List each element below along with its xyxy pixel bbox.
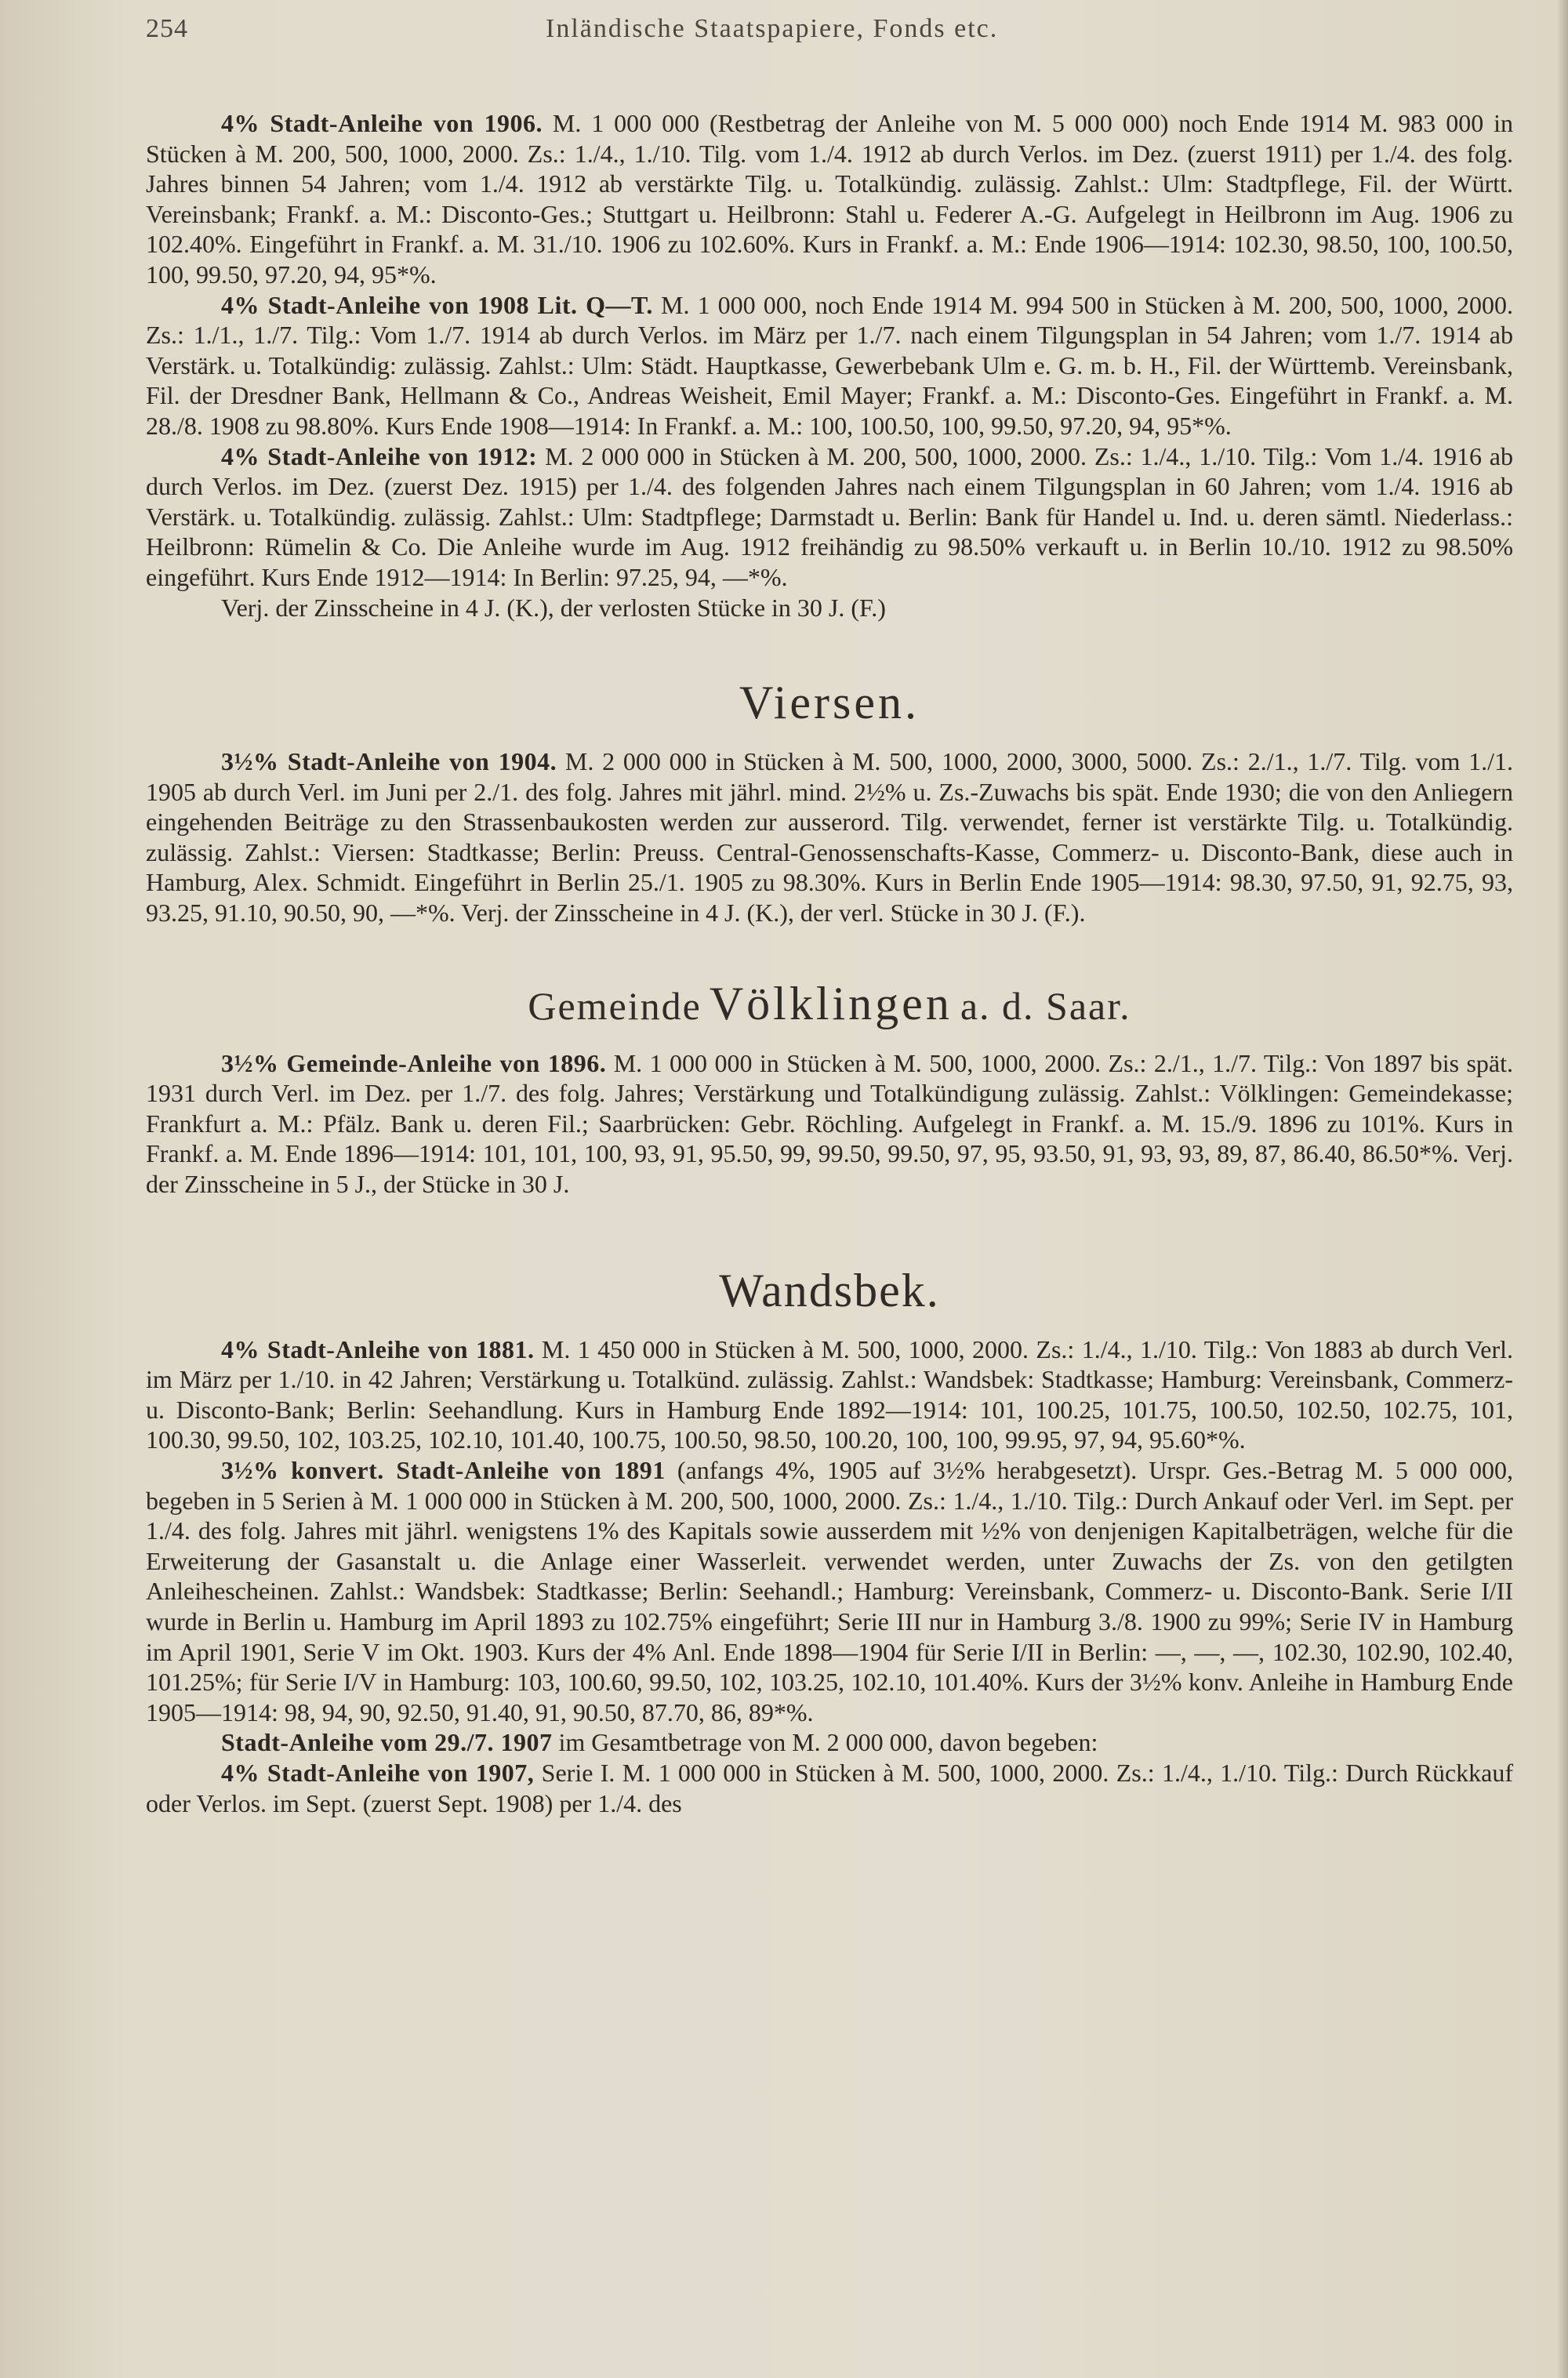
bond-entry-wandsbek-1907-serie-1 (146, 1758, 1513, 1818)
bond-title: 4% Stadt-Anleihe von 1912: (221, 441, 538, 470)
running-title: Inländische Staatspapiere, Fonds etc. (546, 14, 999, 43)
bond-title: 4% Stadt-Anleihe von 1908 Lit. Q—T. (221, 290, 653, 319)
city-heading-suffix: a. d. Saar. (960, 983, 1131, 1028)
bond-description: M. 1 450 000 in Stücken à M. 500, 1000, 2000. Zs.: 1./4., 1./10. Tilg.: Von 1883 ab durch Verl. im März per 1./10. in 42 Jahren; Verstärkung u. Totalkünd. zulässig. Zahlst.: Wandsbek: Stadtkasse; Hamburg: Vereinsbank, Commerz- u. Disconto-Bank; Berlin: Seehandlung. Kurs in Hamburg Ende 1892—1914: 101, 100.25, 101.75, 100.50, 102.50, 102.75, 101, 100.30, 99.50, 102, 103.25, 102.10, 101.40, 100.75, 100.50, 98.50, 100.20, 100, 100, 99.95, 97, 94, 95.60*%. (146, 1334, 1514, 1454)
bond-entry-voelklingen-1896 (146, 1048, 1513, 1200)
section-heading-viersen (146, 677, 1513, 728)
bond-title: 3½% Gemeinde-Anleihe von 1896. (221, 1048, 607, 1077)
bond-entry-ulm-1912 (146, 441, 1513, 593)
bond-entry-viersen-1904 (146, 746, 1513, 928)
bond-title: 4% Stadt-Anleihe von 1906. (221, 109, 543, 137)
bond-title: Stadt-Anleihe vom 29./7. 1907 (221, 1728, 553, 1757)
bond-entry-ulm-1908 (146, 290, 1513, 441)
bond-title: 4% Stadt-Anleihe von 1907, (221, 1758, 535, 1787)
bond-description: Serie I. M. 1 000 000 in Stücken à M. 500, 1000, 2000. Zs.: 1./4., 1./10. Tilg.: Durch Rückkauf oder Verlos. im Sept. (zuerst Sept. 1908) per 1./4. des (146, 1758, 1514, 1817)
city-heading: Viersen. (739, 677, 920, 729)
bond-title: 3½% Stadt-Anleihe von 1904. (221, 747, 557, 776)
running-header (146, 14, 1513, 60)
bond-entry-wandsbek-1881 (146, 1334, 1513, 1455)
bond-title: 3½% konvert. Stadt-Anleihe von 1891 (221, 1456, 666, 1484)
bond-entry-wandsbek-1891 (146, 1455, 1513, 1727)
section-heading-wandsbek (146, 1265, 1513, 1316)
page-edge-shadow (1557, 0, 1568, 2378)
bond-description: im Gesamtbetrage von M. 2 000 000, davon begeben: (552, 1728, 1098, 1757)
bond-entry-wandsbek-1907-total (146, 1727, 1513, 1758)
bond-description: M. 1 000 000 (Restbetrag der Anleihe von M. 5 000 000) noch Ende 1914 M. 983 000 in Stücken à M. 200, 500, 1000, 2000. Zs.: 1./4., 1./10. Tilg. vom 1./4. 1912 ab durch Verlos. im Dez. (zuerst 1911) per 1./4. des folg. Jahres binnen 54 Jahren; vom 1./4. 1912 ab verstärkte Tilg. u. Totalkündig. zulässig. Zahlst.: Ulm: Stadtpflege, Fil. der Württ. Vereinsbank; Frankf. a. M.: Disconto-Ges.; Stuttgart u. Heilbronn: Stahl u. Federer A.-G. Aufgelegt in Heilbronn im Aug. 1906 zu 102.40%. Eingeführt in Frankf. a. M. 31./10. 1906 zu 102.60%. Kurs in Frankf. a. M.: Ende 1906—1914: 102.30, 98.50, 100, 100.50, 100, 99.50, 97.20, 94, 95*%. (146, 109, 1514, 289)
page-number: 254 (146, 14, 188, 43)
bond-description: (anfangs 4%, 1905 auf 3½% herabgesetzt). Urspr. Ges.-Betrag M. 5 000 000, begeben in 5 Serien à M. 1 000 000 in Stücken à M. 200, 500, 1000, 2000. Zs.: 1./4., 1./10. Tilg.: Durch Ankauf oder Verl. im Sept. per 1./4. des folg. Jahres mit jährl. wenigstens 1% des Kapitals sowie ausserdem mit ½% von denjenigen Kapitalbeträgen, welche für die Erweiterung der Gasanstalt u. die Anlage einer Wasserleit. verwendet werden, unter Zuwachs der Zs. von den getilgten Anleihescheinen. Zahlst.: Wandsbek: Stadtkasse; Berlin: Seehandl.; Hamburg: Vereinsbank, Commerz- u. Disconto-Bank. Serie I/II wurde in Berlin u. Hamburg im April 1893 zu 102.75% eingeführt; Serie III nur in Hamburg 3./8. 1900 zu 99%; Serie IV in Hamburg im April 1901, Serie V im Okt. 1903. Kurs der 4% Anl. Ende 1898—1904 für Serie I/II in Berlin: —, —, —, 102.30, 102.90, 102.40, 101.25%; für Serie I/V in Hamburg: 103, 100.60, 99.50, 102, 103.25, 102.10, 101.40%. Kurs der 3½% konv. Anleihe in Hamburg Ende 1905—1914: 98, 94, 90, 92.50, 91.40, 91, 90.50, 87.70, 86, 89*%. (146, 1456, 1514, 1726)
bond-entry-ulm-1906 (146, 108, 1513, 290)
bond-description: M. 1 000 000 in Stücken à M. 500, 1000, 2000. Zs.: 2./1., 1./7. Tilg.: Von 1897 bis spät. 1931 durch Verl. im Dez. per 1./7. des folg. Jahres; Verstärkung und Totalkündigung zulässig. Zahlst.: Völklingen: Gemeindekasse; Frankfurt a. M.: Pfälz. Bank u. deren Fil.; Saarbrücken: Gebr. Röchling. Aufgelegt in Frankf. a. M. 15./9. 1896 zu 101%. Kurs in Frankf. a. M. Ende 1896—1914: 101, 101, 100, 93, 91, 95.50, 99, 99.50, 99.50, 97, 95, 93.50, 91, 93, 93, 89, 87, 86.40, 86.50*%. Verj. der Zinsscheine in 5 J., der Stücke in 30 J. (146, 1048, 1514, 1199)
page-body (146, 108, 1513, 1818)
city-heading: Völklingen (709, 977, 953, 1029)
city-heading-prefix: Gemeinde (528, 983, 702, 1028)
section-heading-voelklingen (146, 978, 1513, 1029)
expiry-note-ulm: Verj. der Zinsscheine in 4 J. (K.), der verlosten Stücke in 30 J. (F.) (221, 593, 886, 622)
city-heading: Wandsbek. (719, 1264, 940, 1316)
bond-description: M. 1 000 000, noch Ende 1914 M. 994 500 in Stücken à M. 200, 500, 1000, 2000. Zs.: 1./1., 1./7. Tilg.: Vom 1./7. 1914 ab durch Verlos. im März per 1./7. nach einem Tilgungsplan in 54 Jahren; vom 1./7. 1914 ab Verstärk. u. Totalkündig: zulässig. Zahlst.: Ulm: Städt. Hauptkasse, Gewerbebank Ulm e. G. m. b. H., Fil. der Württemb. Vereinsbank, Fil. der Dresdner Bank, Hellmann & Co., Andreas Weisheit, Emil Mayer; Frankf. a. M.: Disconto-Ges. Eingeführt in Frankf. a. M. 28./8. 1908 zu 98.80%. Kurs Ende 1908—1914: In Frankf. a. M.: 100, 100.50, 100, 99.50, 97.20, 94, 95*%. (146, 290, 1514, 440)
bond-description: M. 2 000 000 in Stücken à M. 500, 1000, 2000, 3000, 5000. Zs.: 2./1., 1./7. Tilg. vom 1./1. 1905 ab durch Verl. im Juni per 2./1. des folg. Jahres mit jährl. mind. 2½% u. Zs.-Zuwachs bis spät. Ende 1930; die von den Anliegern eingehenden Beiträge zu den Strassenbaukosten werden zur ausserord. Tilg. verwendet, ferner ist verstärkte Tilg. u. Totalkündig. zulässig. Zahlst.: Viersen: Stadtkasse; Berlin: Preuss. Central-Genossenschafts-Kasse, Commerz- u. Disconto-Bank, diese auch in Hamburg, Alex. Schmidt. Eingeführt in Berlin 25./1. 1905 zu 98.30%. Kurs in Berlin Ende 1905—1914: 98.30, 97.50, 91, 92.75, 93, 93.25, 91.10, 90.50, 90, —*%. Verj. der Zinsscheine in 4 J. (K.), der verl. Stücke in 30 J. (F.). (146, 747, 1514, 928)
bond-title: 4% Stadt-Anleihe von 1881. (221, 1334, 535, 1363)
bond-description: M. 2 000 000 in Stücken à M. 200, 500, 1000, 2000. Zs.: 1./4., 1./10. Tilg.: Vom 1./4. 1916 ab durch Verlos. im Dez. (zuerst Dez. 1915) per 1./4. des folgenden Jahres nach einem Tilgungsplan in 60 Jahren; vom 1./4. 1916 ab Verstärk. u. Totalkündig. zulässig. Zahlst.: Ulm: Stadtpflege; Darmstadt u. Berlin: Bank für Handel u. Ind. u. deren sämtl. Niederlass.: Heilbronn: Rümelin & Co. Die Anleihe wurde im Aug. 1912 freihändig zu 98.50% verkauft u. in Berlin 10./10. 1912 zu 98.50% eingeführt. Kurs Ende 1912—1914: In Berlin: 97.25, 94, —*%. (146, 441, 1514, 591)
